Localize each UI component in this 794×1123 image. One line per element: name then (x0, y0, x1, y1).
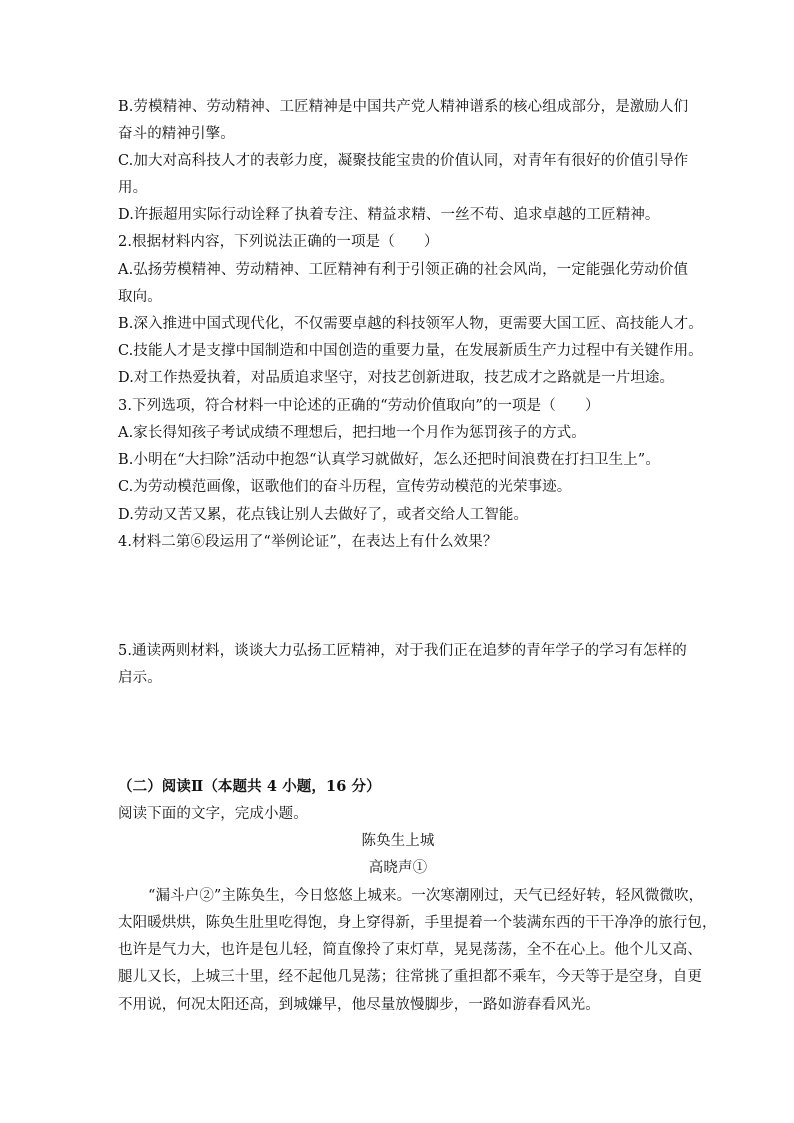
question-3-option-d: D.劳动又苦又累，花点钱让别人去做好了，或者交给人工智能。 (118, 507, 529, 523)
question-3-option-c: C.为劳动模范画像，讴歌他们的奋斗历程，宣传劳动模范的光荣事迹。 (118, 479, 572, 495)
question-2-option-b: B.深入推进中国式现代化，不仅需要卓越的科技领军人物，更需要大国工匠、高技能人才。 (118, 316, 703, 332)
option-b-line-2: 奋斗的精神引擎。 (118, 126, 235, 142)
option-c-line-1: C.加大对高科技人才的表彰力度，凝聚技能宝贵的价值认同，对青年有很好的价值引导作 (118, 153, 689, 169)
option-d-line: D.许振超用实际行动诠释了执着专注、精益求精、一丝不苟、追求卓越的工匠精神。 (118, 207, 660, 223)
question-3-option-a: A.家长得知孩子考试成绩不理想后，把扫地一个月作为惩罚孩子的方式。 (118, 425, 586, 441)
question-5-line-2: 启示。 (118, 670, 162, 686)
question-5-line-1: 5.通读两则材料，谈谈大力弘扬工匠精神，对于我们正在追梦的青年学子的学习有怎样的 (118, 643, 687, 659)
question-3-option-b: B.小明在“大扫除”活动中抱怨“认真学习就做好，怎么还把时间浪费在打扫卫生上”。 (118, 452, 660, 468)
story-paragraph-line-4: 腿儿又长，上城三十里，经不起他几晃荡；往常挑了重担都不乘车，今天等于是空身，自更 (118, 969, 702, 985)
section-heading: （二）阅读Ⅱ（本题共 4 小题，16 分） (118, 778, 381, 795)
story-paragraph-line-5: 不用说，何况太阳还高，到城嫌早，他尽量放慢脚步，一路如游春看风光。 (118, 997, 600, 1013)
question-2-option-a-line-1: A.弘扬劳模精神、劳动精神、工匠精神有利于引领正确的社会风尚，一定能强化劳动价值 (118, 262, 689, 278)
story-paragraph-line-1: “漏斗户②”主陈奂生，今日悠悠上城来。一次寒潮刚过，天气已经好转，轻风微微吹， (148, 888, 704, 904)
story-paragraph-line-2: 太阳暖烘烘，陈奂生肚里吃得饱，身上穿得新，手里提着一个装满东西的干干净净的旅行包， (118, 915, 717, 931)
story-author: 高晓声① (368, 860, 428, 876)
story-paragraph-line-3: 也许是气力大，也许是包儿轻，简直像拎了束灯草，晃晃荡荡，全不在心上。他个儿又高、 (118, 942, 702, 958)
question-2-option-a-line-2: 取向。 (118, 289, 162, 305)
question-4: 4.材料二第⑥段运用了“举例论证”，在表达上有什么效果？ (118, 534, 498, 550)
option-c-line-2: 用。 (118, 180, 148, 196)
question-2: 2.根据材料内容，下列说法正确的一项是（ ） (118, 234, 439, 250)
question-2-option-d: D.对工作热爱执着，对品质追求坚守，对技艺创新进取，技艺成才之路就是一片坦途。 (118, 370, 675, 386)
reading-instruction: 阅读下面的文字，完成小题。 (118, 806, 308, 822)
question-3: 3.下列选项，符合材料一中论述的正确的“劳动价值取向”的一项是（ ） (118, 398, 600, 414)
story-title: 陈奂生上城 (361, 833, 435, 849)
option-b-line-1: B.劳模精神、劳动精神、工匠精神是中国共产党人精神谱系的核心组成部分，是激励人们 (118, 99, 689, 115)
question-2-option-c: C.技能人才是支撑中国制造和中国创造的重要力量，在发展新质生产力过程中有关键作用。 (118, 343, 703, 359)
